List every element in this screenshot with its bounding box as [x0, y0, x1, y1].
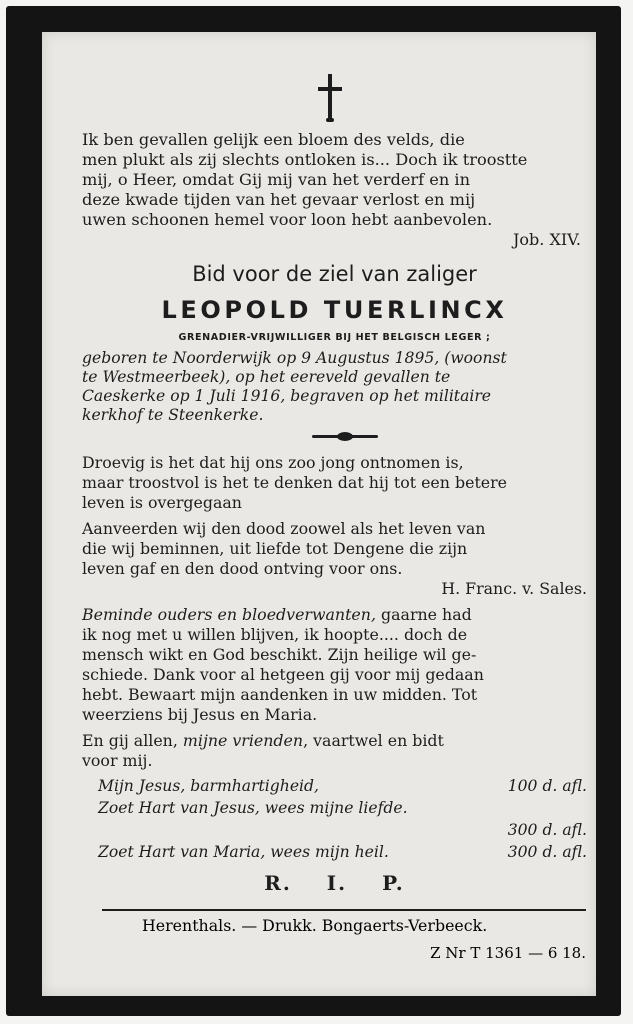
- cross-icon: [318, 74, 342, 120]
- indulgence-days: 100 d. afl.: [507, 777, 587, 795]
- biography: [82, 349, 587, 425]
- biography-line: geboren te Noorderwijk op 9 Augustus 1895, (woonst: [82, 349, 507, 367]
- prayer-text: Mijn Jesus, barmhartigheid,: [98, 777, 319, 795]
- paragraph-quote: [82, 519, 587, 599]
- indulgence-days: 300 d. afl.: [507, 843, 587, 861]
- indulgence-prayers: [82, 775, 587, 863]
- deceased-name: LEOPOLD TUERLINCX: [161, 296, 508, 324]
- paragraph-line: Droevig is het dat hij ons zoo jong ontnomen is,: [82, 453, 464, 472]
- prayer-row: [82, 797, 587, 819]
- verse-line: deze kwade tijden van het gevaar verlost en mij: [82, 190, 476, 209]
- paragraph-consolation: [82, 453, 587, 513]
- footer-rule: [102, 909, 586, 911]
- paragraph-line: mensch wikt en God beschikt. Zijn heilige wil ge-: [82, 645, 477, 664]
- prayer-text: Zoet Hart van Maria, wees mijn heil.: [98, 843, 389, 861]
- paragraph-line: Aanveerden wij den dood zoowel als het leven van: [82, 519, 486, 538]
- addressee: Beminde ouders en bloedverwanten,: [82, 605, 376, 624]
- paragraph-farewell-friends: En gij allen, mijne vrienden, vaartwel en bidt voor mij.: [82, 731, 587, 771]
- biography-line: te Westmeerbeek), op het eereveld gevallen te: [82, 368, 451, 386]
- verse-line: men plukt als zij slechts ontloken is... Doch ik troostte: [82, 150, 528, 169]
- verse-line: uwen schoonen hemel voor loon hebt aanbevolen.: [82, 210, 493, 229]
- prayer-row: [82, 841, 587, 863]
- opening-verse: [82, 130, 587, 230]
- paragraph-line: weerziens bij Jesus en Maria.: [82, 705, 318, 724]
- verse-reference: Job. XIV.: [512, 230, 581, 249]
- prayer-text: Zoet Hart van Jesus, wees mijne liefde.: [98, 799, 408, 817]
- military-rank: GRENADIER-VRIJWILLIGER BIJ HET BELGISCH LEGER ;: [178, 332, 491, 343]
- prayer-row: [82, 819, 587, 841]
- paragraph-line: leven is overgegaan: [82, 493, 242, 512]
- ornamental-divider: [82, 427, 587, 447]
- verse-line: mij, o Heer, omdat Gij mij van het verderf en in: [82, 170, 471, 189]
- paragraph-line: hebt. Bewaart mijn aandenken in uw midden. Tot: [82, 685, 478, 704]
- printer-imprint: Herenthals. — Drukk. Bongaerts-Verbeeck.: [142, 916, 488, 935]
- paragraph-line: leven gaf en den dood ontving voor ons.: [82, 559, 403, 578]
- quote-reference: H. Franc. v. Sales.: [441, 579, 587, 598]
- paragraph-line: ik nog met u willen blijven, ik hoopte.... doch de: [82, 625, 468, 644]
- paragraph-line: die wij beminnen, uit liefde tot Dengene die zijn: [82, 539, 468, 558]
- paragraph-line: schiede. Dank voor al hetgeen gij voor mij gedaan: [82, 665, 484, 684]
- paragraph-line: gaarne had: [375, 605, 472, 624]
- paragraph-line: voor mij.: [82, 751, 153, 770]
- prayer-request-heading: Bid voor de ziel van zaliger: [192, 262, 477, 286]
- paragraph-farewell-family: [82, 605, 587, 725]
- card-text: [82, 130, 587, 895]
- addressee: mijne vrienden: [182, 731, 304, 750]
- print-code: Z Nr T 1361 — 6 18.: [430, 944, 586, 962]
- rip-mark: R. I. P.: [264, 871, 405, 895]
- biography-line: kerkhof te Steenkerke.: [82, 406, 264, 424]
- prayer-row: [82, 775, 587, 797]
- paragraph-line: maar troostvol is het te denken dat hij tot een betere: [82, 473, 508, 492]
- biography-line: Caeskerke op 1 Juli 1916, begraven op het militaire: [82, 387, 492, 405]
- indulgence-days: 300 d. afl.: [507, 821, 587, 839]
- verse-line: Ik ben gevallen gelijk een bloem des velds, die: [82, 130, 465, 149]
- prayer-text: [82, 819, 98, 841]
